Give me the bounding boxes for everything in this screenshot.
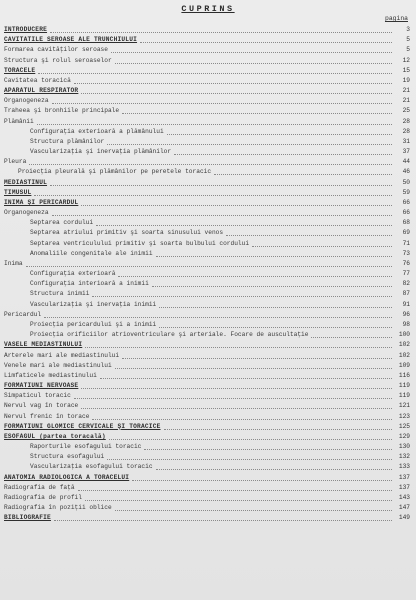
toc-entry-page: 71 xyxy=(402,239,410,247)
toc-entry xyxy=(0,208,416,218)
toc-entry-title: INTRODUCERE xyxy=(4,26,48,33)
toc-entry-title: Cavitatea toracică xyxy=(4,76,71,84)
dot-leader xyxy=(81,401,392,409)
dot-leader xyxy=(44,310,392,318)
toc-entry-title: FORMATIUNI NERVOASE xyxy=(4,382,79,390)
toc-entry xyxy=(0,279,416,289)
dot-leader xyxy=(100,371,392,379)
toc-entry-title: TIMUSUL xyxy=(4,188,32,196)
dot-leader xyxy=(34,188,392,196)
toc-entry-title: INIMA ŞI PERICARDUL xyxy=(4,198,79,206)
toc-entry-title: Pleura xyxy=(4,158,27,166)
toc-entry-page: 69 xyxy=(402,229,410,237)
toc-entry xyxy=(0,56,416,66)
toc-entry-page: 119 xyxy=(398,392,410,400)
dot-leader xyxy=(167,127,392,135)
dot-leader xyxy=(74,391,392,399)
dot-leader xyxy=(118,269,392,277)
toc-entry-title: Organogeneza xyxy=(4,209,49,217)
toc-entry-title: CAVITATILE SEROASE ALE TRUNCHIULUI xyxy=(4,36,138,44)
dot-leader xyxy=(96,218,392,226)
toc-entry-title: Configuraţia exterioară a plămânului xyxy=(30,127,164,135)
toc-entry-title: Structura esofagului xyxy=(30,453,105,461)
toc-entry xyxy=(0,310,416,320)
dot-leader xyxy=(81,86,392,94)
toc-entry xyxy=(0,35,416,45)
dot-leader xyxy=(159,320,392,328)
toc-entry-page: 31 xyxy=(402,137,410,145)
dot-leader xyxy=(92,412,392,420)
toc-entry-page: 12 xyxy=(402,56,410,64)
dot-leader xyxy=(38,66,392,74)
toc-entry-page: 133 xyxy=(398,463,410,471)
toc-entry-page: 100 xyxy=(398,331,410,339)
dot-leader xyxy=(107,452,392,460)
toc-entry-title: Structura plămânilor xyxy=(30,137,105,145)
toc-entry-page: 123 xyxy=(398,412,410,420)
toc-entry-title: Structura şi rolul seroaselor xyxy=(4,56,112,64)
toc-entry xyxy=(0,493,416,503)
toc-entry-page: 21 xyxy=(402,97,410,105)
toc-entry-page: 3 xyxy=(406,26,410,33)
toc-entry xyxy=(0,381,416,391)
toc-entry-page: 15 xyxy=(402,66,410,74)
toc-entry-title: ANATOMIA RADIOLOGICA A TORACELUI xyxy=(4,473,130,481)
toc-entry-title: Vascularizaţia şi inervaţia plămânilor xyxy=(30,148,172,156)
toc-entry-title: Radiografia de faţă xyxy=(4,483,75,491)
toc-entry-page: 121 xyxy=(398,402,410,410)
toc-entry xyxy=(0,432,416,442)
toc-entry-title: Septarea atriului primitiv şi soarta sinusului venos xyxy=(30,229,224,237)
toc-entry xyxy=(0,422,416,432)
toc-entry-title: Radiografia în poziţii oblice xyxy=(4,504,112,512)
toc-entry xyxy=(0,178,416,188)
toc-entry xyxy=(0,188,416,198)
dot-leader xyxy=(92,289,392,297)
toc-entry-page: 28 xyxy=(402,117,410,125)
toc-entry-page: 109 xyxy=(398,361,410,369)
dot-leader xyxy=(78,483,392,491)
toc-entry-title: Traheea şi bronhiile principale xyxy=(4,107,120,115)
toc-entry xyxy=(0,483,416,493)
dot-leader xyxy=(115,503,392,511)
dot-leader xyxy=(164,422,392,430)
toc-entry-title: Raporturile esofagului toracic xyxy=(30,443,142,451)
toc-entry xyxy=(0,147,416,157)
toc-entry-title: Septarea cordului xyxy=(30,219,94,227)
toc-entry-page: 82 xyxy=(402,280,410,288)
toc-entry-title: ESOFAGUL (partea toracală) xyxy=(4,432,106,440)
dot-leader xyxy=(85,493,392,501)
dot-leader xyxy=(140,35,392,43)
toc-entry-title: Vascularizaţia şi inervaţia inimii xyxy=(30,300,157,308)
toc-entry-title: Limfaticele mediastinului xyxy=(4,371,97,379)
dot-leader xyxy=(132,473,392,481)
toc-entry xyxy=(0,249,416,259)
toc-entry xyxy=(0,25,416,35)
toc-entry-page: 59 xyxy=(402,188,410,196)
toc-entry xyxy=(0,442,416,452)
toc-entry xyxy=(0,157,416,167)
toc-entry-page: 77 xyxy=(402,270,410,278)
toc-entry-page: 137 xyxy=(398,473,410,481)
dot-leader xyxy=(252,239,392,247)
toc-entry-title: Plămânii xyxy=(4,117,34,125)
dot-leader xyxy=(52,96,392,104)
toc-entry xyxy=(0,289,416,299)
toc-entry-page: 44 xyxy=(402,158,410,166)
toc-entry-page: 73 xyxy=(402,249,410,257)
toc-entry xyxy=(0,106,416,116)
toc-entry xyxy=(0,198,416,208)
dot-leader xyxy=(52,208,392,216)
toc-entry xyxy=(0,401,416,411)
dot-leader xyxy=(50,178,392,186)
toc-entry xyxy=(0,351,416,361)
table-of-contents xyxy=(0,25,416,523)
toc-entry xyxy=(0,462,416,472)
toc-entry-title: Nervul frenic în torace xyxy=(4,412,90,420)
toc-entry-page: 87 xyxy=(402,290,410,298)
toc-entry-page: 143 xyxy=(398,493,410,501)
toc-entry-page: 147 xyxy=(398,504,410,512)
toc-entry-title: Proiecţia orificiilor atrioventriculare şi arteriale. Focare de auscultaţie xyxy=(30,331,309,339)
toc-entry xyxy=(0,391,416,401)
dot-leader xyxy=(111,45,392,53)
dot-leader xyxy=(174,147,392,155)
toc-entry-page: 125 xyxy=(398,422,410,430)
toc-entry xyxy=(0,259,416,269)
toc-entry xyxy=(0,45,416,55)
dot-leader xyxy=(81,381,392,389)
toc-entry-title: APARATUL RESPIRATOR xyxy=(4,87,79,95)
dot-leader xyxy=(81,198,392,206)
toc-entry xyxy=(0,127,416,137)
toc-entry xyxy=(0,320,416,330)
toc-entry-title: Radiografia de profil xyxy=(4,493,82,501)
toc-entry xyxy=(0,86,416,96)
toc-entry xyxy=(0,371,416,381)
toc-entry-title: Organogeneza xyxy=(4,97,49,105)
toc-entry-page: 66 xyxy=(402,198,410,206)
toc-entry-page: 132 xyxy=(398,453,410,461)
dot-leader xyxy=(122,106,392,114)
toc-entry-page: 149 xyxy=(398,514,410,522)
dot-leader xyxy=(156,462,392,470)
toc-entry xyxy=(0,167,416,177)
toc-entry-title: Inima xyxy=(4,259,23,267)
toc-entry-page: 137 xyxy=(398,483,410,491)
dot-leader xyxy=(29,157,392,165)
toc-entry xyxy=(0,228,416,238)
toc-entry xyxy=(0,66,416,76)
toc-entry xyxy=(0,473,416,483)
dot-leader xyxy=(54,513,392,521)
toc-entry-page: 21 xyxy=(402,87,410,95)
toc-entry-title: Proiecţia pleurală şi plămânilor pe peretele toracic xyxy=(18,168,212,176)
toc-entry xyxy=(0,361,416,371)
toc-entry-page: 102 xyxy=(398,351,410,359)
toc-entry-page: 50 xyxy=(402,178,410,186)
toc-entry-title: Nervul vag în torace xyxy=(4,402,79,410)
toc-entry-page: 19 xyxy=(402,76,410,84)
toc-entry-page: 46 xyxy=(402,168,410,176)
dot-leader xyxy=(144,442,392,450)
toc-entry-title: Proiecţia pericardului şi a inimii xyxy=(30,320,157,328)
toc-entry-page: 5 xyxy=(406,46,410,54)
toc-entry-title: Simpaticul toracic xyxy=(4,392,71,400)
toc-entry-title: VASELE MEDIASTINULUI xyxy=(4,341,83,349)
dot-leader xyxy=(37,117,392,125)
toc-entry xyxy=(0,239,416,249)
document-title: CUPRINS xyxy=(181,4,235,14)
dot-leader xyxy=(107,137,392,145)
dot-leader xyxy=(156,249,392,257)
toc-entry xyxy=(0,137,416,147)
page-column-header: pagina xyxy=(384,15,408,22)
dot-leader xyxy=(214,167,392,175)
dot-leader xyxy=(50,25,392,33)
toc-entry-title: FORMATIUNI GLOMICE CERVICALE ŞI TORACICE xyxy=(4,422,161,430)
toc-entry-title: Configuraţia exterioară xyxy=(30,270,116,278)
toc-entry-page: 5 xyxy=(406,36,410,44)
toc-entry xyxy=(0,340,416,350)
dot-leader xyxy=(109,432,392,440)
toc-entry xyxy=(0,300,416,310)
toc-entry-title: Structura inimii xyxy=(30,290,90,298)
dot-leader xyxy=(311,330,392,338)
dot-leader xyxy=(26,259,392,267)
toc-entry-page: 76 xyxy=(402,259,410,267)
toc-entry xyxy=(0,76,416,86)
toc-entry-page: 130 xyxy=(398,443,410,451)
dot-leader xyxy=(115,56,392,64)
dot-leader xyxy=(226,228,392,236)
toc-entry-page: 91 xyxy=(402,300,410,308)
toc-entry-title: Arterele mari ale mediastinului xyxy=(4,351,120,359)
toc-entry-page: 37 xyxy=(402,148,410,156)
toc-entry xyxy=(0,96,416,106)
toc-entry-title: MEDIASTINUL xyxy=(4,178,48,186)
toc-entry-title: Anomaliile congenitale ale inimii xyxy=(30,249,153,257)
toc-entry-page: 66 xyxy=(402,209,410,217)
toc-entry-title: Pericardul xyxy=(4,310,42,318)
toc-entry-title: TORACELE xyxy=(4,66,36,74)
dot-leader xyxy=(74,76,392,84)
toc-entry-title: Configuraţia interioară a inimii xyxy=(30,280,149,288)
toc-entry xyxy=(0,412,416,422)
toc-entry-page: 28 xyxy=(402,127,410,135)
toc-entry xyxy=(0,452,416,462)
toc-entry xyxy=(0,269,416,279)
toc-entry-page: 119 xyxy=(398,382,410,390)
toc-entry xyxy=(0,503,416,513)
toc-entry-page: 25 xyxy=(402,107,410,115)
toc-entry xyxy=(0,218,416,228)
toc-entry-title: Vascularizaţia esofagului toracic xyxy=(30,463,153,471)
toc-entry-page: 102 xyxy=(398,341,410,349)
dot-leader xyxy=(152,279,392,287)
toc-entry-page: 116 xyxy=(398,371,410,379)
dot-leader xyxy=(115,361,392,369)
toc-entry-title: Venele mari ale mediastinului xyxy=(4,361,112,369)
toc-entry-title: Septarea ventriculului primitiv şi soarta bulbului cordului xyxy=(30,239,250,247)
toc-entry xyxy=(0,330,416,340)
toc-entry-page: 68 xyxy=(402,219,410,227)
toc-entry-page: 98 xyxy=(402,320,410,328)
toc-entry-title: BIBLIOGRAFIE xyxy=(4,514,51,522)
toc-entry-page: 96 xyxy=(402,310,410,318)
dot-leader xyxy=(122,351,392,359)
toc-entry xyxy=(0,513,416,523)
toc-entry xyxy=(0,117,416,127)
toc-entry-title: Formarea cavităţilor seroase xyxy=(4,46,108,54)
dot-leader xyxy=(159,300,392,308)
dot-leader xyxy=(85,340,392,348)
toc-entry-page: 129 xyxy=(398,432,410,440)
